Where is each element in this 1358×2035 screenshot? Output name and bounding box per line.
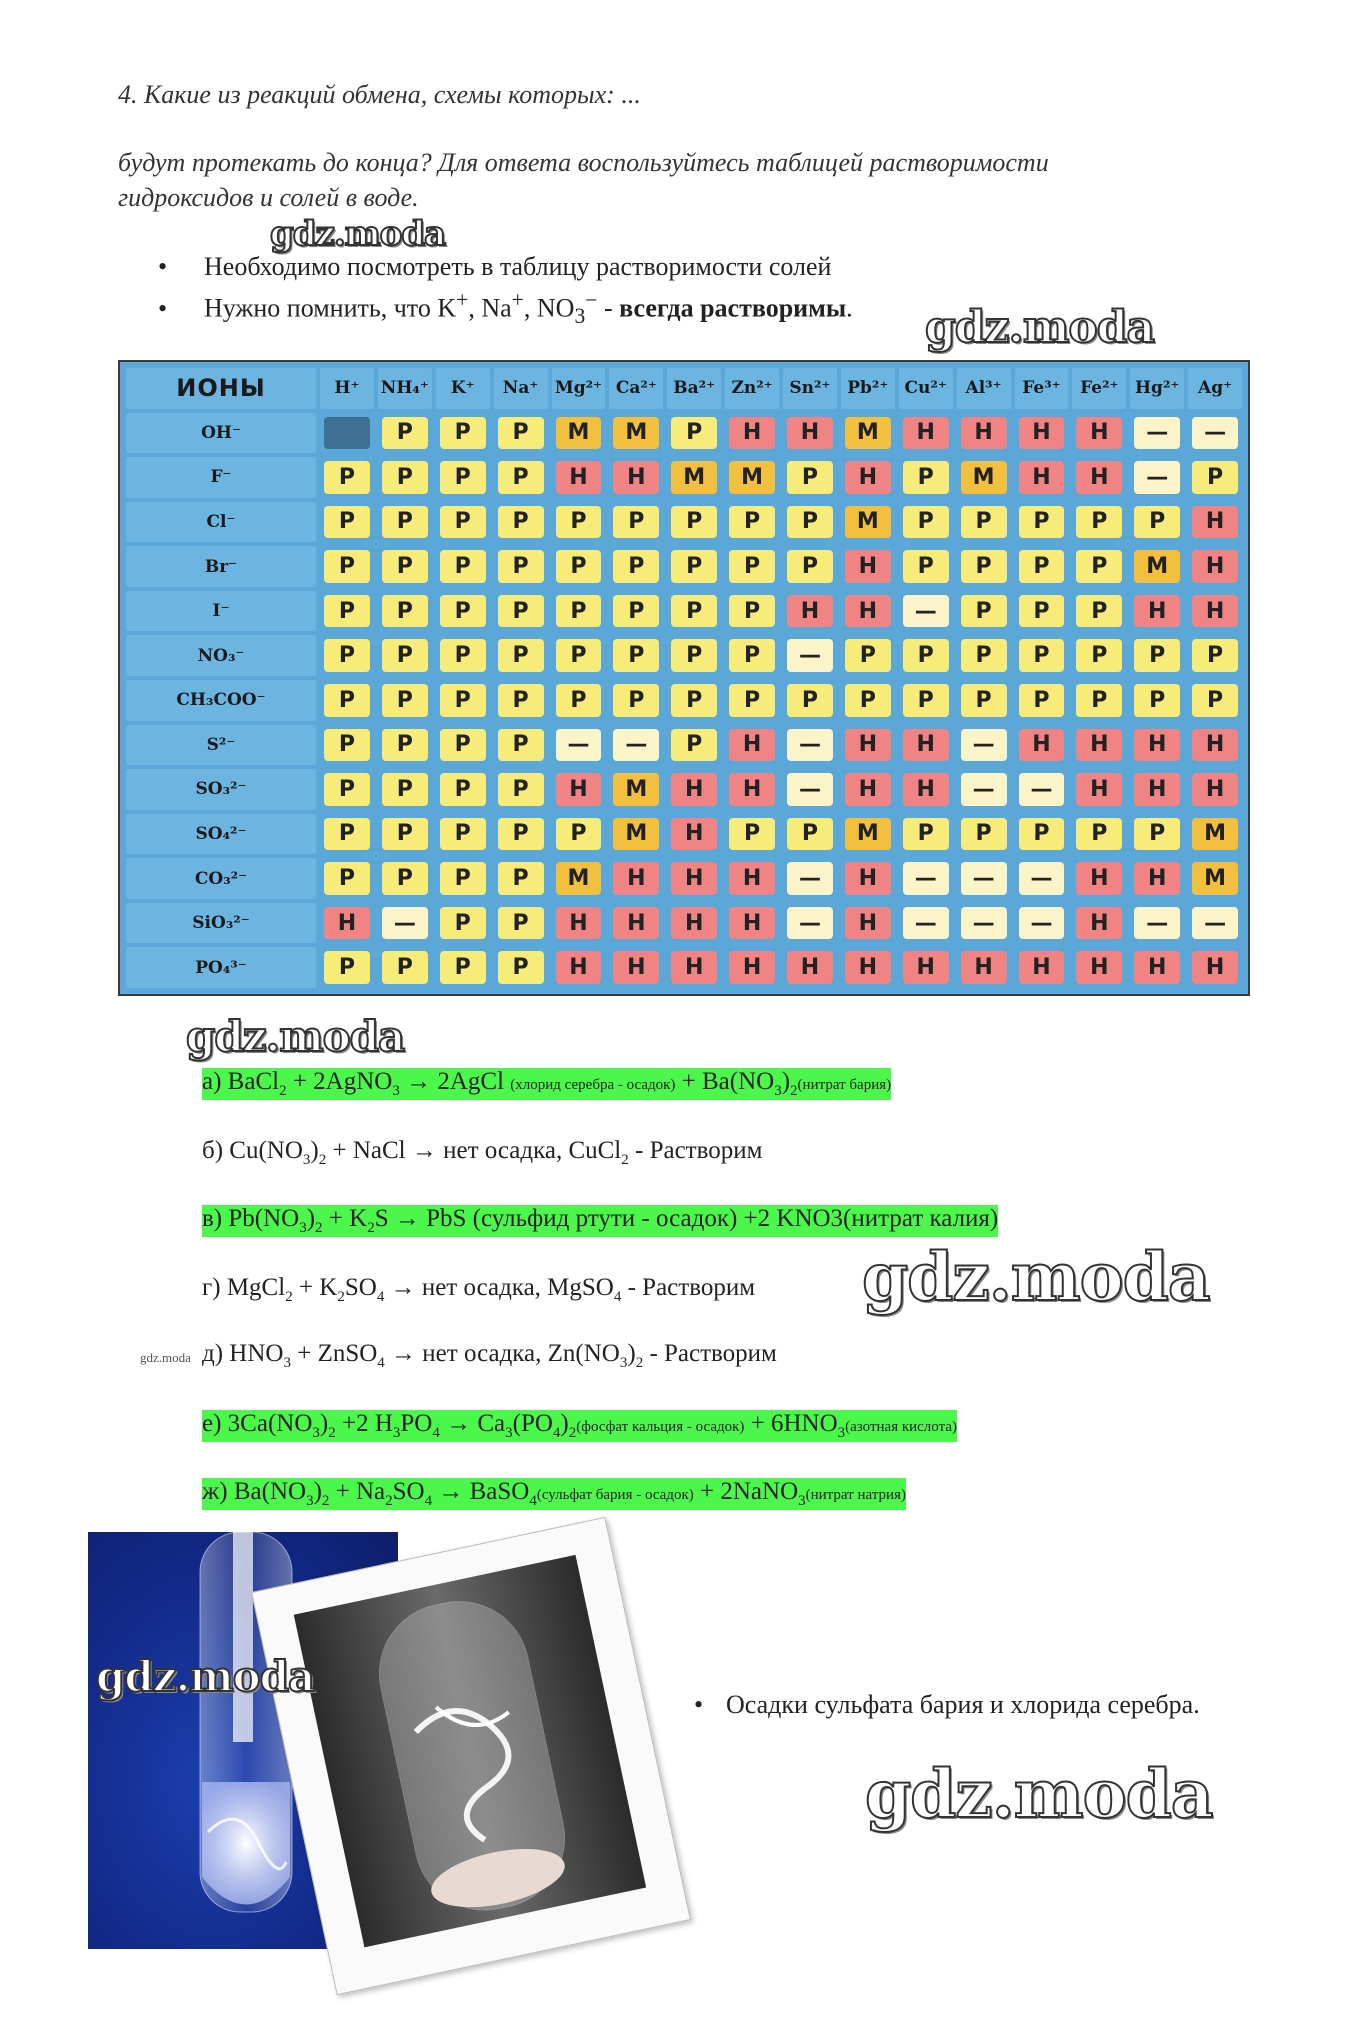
table-cell: Р — [961, 818, 1007, 851]
table-cell: Р — [671, 550, 717, 583]
table-cell: Р — [324, 595, 370, 628]
table-cell: Р — [1134, 506, 1180, 539]
table-cell: Р — [324, 639, 370, 672]
bullet-dot-icon: • — [158, 293, 168, 323]
table-cell: Н — [1076, 773, 1122, 806]
table-cell: Р — [1076, 684, 1122, 717]
table-cell: Р — [787, 818, 833, 851]
table-cell: Н — [729, 862, 775, 895]
table-cell: — — [961, 862, 1007, 895]
table-cell: Р — [556, 506, 602, 539]
table-cell: Р — [729, 818, 775, 851]
table-cell: Р — [556, 684, 602, 717]
table-cell: Р — [787, 684, 833, 717]
watermark: gdz.moda — [925, 302, 1155, 353]
table-cell: Р — [440, 818, 486, 851]
table-cell: Р — [671, 639, 717, 672]
table-cell: Р — [498, 729, 544, 762]
table-header-ions: ИОНЫ — [126, 368, 316, 409]
table-cell: М — [556, 417, 602, 450]
table-cell: Р — [498, 550, 544, 583]
table-cation-header: Fe³⁺ — [1015, 368, 1069, 409]
table-cell: Р — [845, 684, 891, 717]
table-cell: Н — [671, 818, 717, 851]
table-cell: Н — [787, 595, 833, 628]
table-cell: Р — [613, 684, 659, 717]
table-cell: Р — [671, 684, 717, 717]
table-cell: Р — [671, 506, 717, 539]
table-cell: Н — [556, 461, 602, 494]
table-cell: Р — [729, 639, 775, 672]
table-cell: Р — [845, 639, 891, 672]
table-cell: Р — [1192, 684, 1238, 717]
table-cell: — — [903, 595, 949, 628]
table-cell: Р — [440, 595, 486, 628]
table-cell: Н — [1076, 417, 1122, 450]
table-cell: Н — [671, 862, 717, 895]
table-cell: Р — [382, 684, 428, 717]
table-cell: Р — [961, 506, 1007, 539]
table-cell: Н — [556, 773, 602, 806]
table-cell: Н — [613, 907, 659, 940]
table-cell: Н — [961, 951, 1007, 984]
table-cell: Н — [729, 951, 775, 984]
table-cell: Н — [1134, 951, 1180, 984]
table-anion-header: S²⁻ — [126, 725, 316, 766]
conclusion-text: Осадки сульфата бария и хлорида серебра. — [726, 1690, 1200, 1719]
table-anion-header: NO₃⁻ — [126, 635, 316, 676]
table-cell: Н — [1076, 862, 1122, 895]
table-cell: — — [556, 729, 602, 762]
table-anion-header: PO₄³⁻ — [126, 947, 316, 988]
table-cell: Р — [498, 461, 544, 494]
table-cell: Н — [845, 862, 891, 895]
table-cell: Н — [1134, 729, 1180, 762]
table-cell: Р — [556, 595, 602, 628]
table-cell: Р — [1134, 639, 1180, 672]
table-cell: М — [845, 506, 891, 539]
table-cell: Р — [324, 729, 370, 762]
table-cation-header: NH₄⁺ — [378, 368, 432, 409]
table-cell: Р — [961, 595, 1007, 628]
table-cell: Н — [1192, 595, 1238, 628]
table-cell: Н — [903, 417, 949, 450]
table-cell: — — [787, 773, 833, 806]
test-tube-precipitate-illustration — [294, 1555, 646, 1947]
table-cell: Н — [845, 461, 891, 494]
table-cell: М — [613, 417, 659, 450]
table-cell: — — [961, 907, 1007, 940]
table-cell: Р — [382, 417, 428, 450]
table-cell: Р — [903, 550, 949, 583]
table-cell: Н — [787, 417, 833, 450]
conclusion-bullet — [694, 1690, 1200, 1720]
table-cell: Р — [787, 506, 833, 539]
table-cell: — — [961, 729, 1007, 762]
table-cell: Р — [671, 417, 717, 450]
table-cell: Н — [1019, 951, 1065, 984]
table-cell: Р — [556, 639, 602, 672]
table-cell: Н — [556, 951, 602, 984]
reaction-zh: ж) $Ba(NO_3)_2 + Na_2SO_4$ → BaSO$_4$(сульфат бария - осадок) + 2NaNO$_3$(нитрат натрия) — [202, 1478, 906, 1509]
table-cell: Р — [556, 818, 602, 851]
table-cell: Н — [1134, 862, 1180, 895]
table-cell: Р — [324, 818, 370, 851]
photo-image-area — [294, 1555, 646, 1947]
table-cell: Р — [382, 639, 428, 672]
table-cell: Р — [440, 951, 486, 984]
reaction-g: г) MgCl$_2$ + $K_2SO_4$ → нет осадка, MgSO$_4$ - Растворим — [202, 1274, 756, 1305]
table-cell: Р — [729, 506, 775, 539]
table-cell: Н — [845, 595, 891, 628]
table-cation-header: Ag⁺ — [1188, 368, 1242, 409]
table-cell: Н — [961, 417, 1007, 450]
table-anion-header: CH₃COO⁻ — [126, 680, 316, 721]
table-cation-header: Al³⁺ — [957, 368, 1011, 409]
table-cell: Р — [324, 684, 370, 717]
bullet-dot-icon: • — [158, 252, 168, 281]
table-cell: Н — [1192, 550, 1238, 583]
table-cation-header: Zn²⁺ — [725, 368, 779, 409]
table-cell: Р — [613, 506, 659, 539]
table-cell: Р — [498, 951, 544, 984]
table-cell: Н — [1192, 951, 1238, 984]
table-anion-header: F⁻ — [126, 457, 316, 498]
table-anion-header: Br⁻ — [126, 546, 316, 587]
table-cell: Н — [845, 773, 891, 806]
table-cell: Р — [613, 639, 659, 672]
table-cell: Р — [324, 550, 370, 583]
table-cell: — — [613, 729, 659, 762]
table-cell: Р — [787, 461, 833, 494]
table-cell: Р — [440, 862, 486, 895]
table-cell: Н — [1192, 506, 1238, 539]
table-cell: Р — [440, 550, 486, 583]
table-cell: Р — [903, 684, 949, 717]
table-cell: Н — [671, 951, 717, 984]
table-cation-header: Mg²⁺ — [552, 368, 606, 409]
table-cell: Н — [1076, 729, 1122, 762]
bullet-text: - — [597, 293, 620, 323]
table-cell: Н — [1134, 773, 1180, 806]
table-cell: — — [1134, 461, 1180, 494]
table-cell: — — [1019, 907, 1065, 940]
table-cell: Н — [1192, 773, 1238, 806]
table-cation-header: H⁺ — [320, 368, 374, 409]
bullet-text: Нужно помнить, что K — [204, 293, 457, 323]
table-cation-header: Ca²⁺ — [609, 368, 663, 409]
reaction-a: а) BaCl$_2$ + 2AgNO$_3$ → 2AgCl (хлорид серебра - осадок) + $Ba(NO_3)_2(нитрат$ бария) — [202, 1068, 892, 1099]
table-cell: Р — [961, 684, 1007, 717]
table-cell: Р — [324, 506, 370, 539]
table-cell: Р — [382, 951, 428, 984]
table-anion-header: CO₃²⁻ — [126, 858, 316, 899]
table-cell — [324, 417, 370, 450]
table-cell: Н — [1076, 461, 1122, 494]
reaction-e: е) $3Ca(NO_3)_2 +2$ $H_3PO_4$ → $Ca_3(PO_4)_2(фосфат$ кальция - осадок) + $6HNO_3(азотная$ кислота) — [202, 1410, 957, 1441]
table-cell: Р — [1076, 639, 1122, 672]
table-cell: Н — [787, 951, 833, 984]
table-cell: Н — [324, 907, 370, 940]
table-anion-header: Cl⁻ — [126, 502, 316, 543]
table-anion-header: SO₄²⁻ — [126, 814, 316, 855]
table-cell: Н — [556, 907, 602, 940]
question-title: 4. Какие из реакций обмена, схемы которых: ... — [118, 80, 641, 109]
table-cell: Р — [498, 595, 544, 628]
table-cell: Н — [729, 729, 775, 762]
table-cell: Р — [440, 417, 486, 450]
table-cell: Р — [903, 506, 949, 539]
table-cell: Р — [1019, 550, 1065, 583]
table-cell: Н — [671, 907, 717, 940]
table-cell: Р — [498, 907, 544, 940]
table-cell: Р — [729, 595, 775, 628]
table-cell: Н — [1019, 461, 1065, 494]
watermark: gdz.moda — [865, 1755, 1213, 1833]
table-cell: Н — [903, 773, 949, 806]
table-cell: — — [1134, 907, 1180, 940]
table-cell: Н — [729, 907, 775, 940]
table-cell: Н — [903, 951, 949, 984]
table-cell: М — [729, 461, 775, 494]
table-cell: Р — [440, 684, 486, 717]
bullet-text: , NO — [523, 293, 575, 323]
table-cell: Р — [440, 461, 486, 494]
table-cell: Р — [440, 639, 486, 672]
table-cell: М — [845, 818, 891, 851]
bullet-item-1 — [158, 252, 831, 282]
table-cell: — — [1019, 773, 1065, 806]
table-cell: Р — [1076, 595, 1122, 628]
table-cell: Р — [440, 907, 486, 940]
bullet-item-2 — [158, 288, 853, 329]
table-cell: Р — [382, 729, 428, 762]
table-cell: Н — [1134, 595, 1180, 628]
reaction-d: д) $HNO_3$ + ZnSO$_4$ → нет осадка, $Zn(NO_3)_2$ - Растворим — [202, 1340, 777, 1371]
table-cell: Р — [729, 684, 775, 717]
table-cell: — — [1192, 417, 1238, 450]
question-line-2: будут протекать до конца? Для ответа воспользуйтесь таблицей растворимости — [118, 148, 1049, 177]
table-cell: М — [1192, 862, 1238, 895]
bullet-text: , Na — [468, 293, 512, 323]
table-cell: Р — [324, 773, 370, 806]
superscript: − — [585, 288, 598, 312]
table-cell: Н — [845, 550, 891, 583]
table-cell: Н — [729, 773, 775, 806]
table-cell: — — [961, 773, 1007, 806]
bullet-bold-text: всегда растворимы — [619, 293, 847, 323]
table-cell: Р — [440, 773, 486, 806]
table-cell: Р — [1019, 818, 1065, 851]
table-cell: Р — [498, 506, 544, 539]
table-anion-header: I⁻ — [126, 591, 316, 632]
table-anion-header: OH⁻ — [126, 413, 316, 454]
watermark-small: gdz.moda — [140, 1350, 191, 1365]
table-cell: Р — [903, 818, 949, 851]
question-line-3: гидроксидов и солей в воде. — [118, 183, 419, 212]
table-cell: М — [1134, 550, 1180, 583]
table-cell: Р — [556, 550, 602, 583]
table-cell: Р — [324, 951, 370, 984]
table-cell: Р — [382, 773, 428, 806]
table-cation-header: Pb²⁺ — [841, 368, 895, 409]
table-cell: М — [961, 461, 1007, 494]
table-cell: — — [1019, 862, 1065, 895]
table-cell: М — [1192, 818, 1238, 851]
table-cell: Р — [1019, 639, 1065, 672]
table-cell: — — [787, 862, 833, 895]
table-cell: Р — [440, 506, 486, 539]
table-cell: Н — [845, 951, 891, 984]
table-cell: Р — [498, 639, 544, 672]
table-anion-header: SiO₃²⁻ — [126, 903, 316, 944]
table-cell: Н — [1019, 729, 1065, 762]
table-cell: Р — [1019, 506, 1065, 539]
table-cell: Р — [613, 595, 659, 628]
superscript: + — [456, 288, 469, 312]
table-cell: Р — [382, 595, 428, 628]
table-cell: Н — [729, 417, 775, 450]
table-cell: — — [903, 907, 949, 940]
table-cation-header: Sn²⁺ — [783, 368, 837, 409]
table-cell: Р — [382, 862, 428, 895]
table-cell: Р — [1192, 461, 1238, 494]
table-cell: — — [382, 907, 428, 940]
table-cell: Н — [1019, 417, 1065, 450]
table-cell: Р — [1019, 595, 1065, 628]
table-cell: — — [787, 639, 833, 672]
table-cell: М — [845, 417, 891, 450]
table-cell: Н — [1076, 907, 1122, 940]
table-cell: Н — [845, 729, 891, 762]
table-cell: Р — [498, 773, 544, 806]
table-cation-header: K⁺ — [436, 368, 490, 409]
table-cell: Н — [845, 907, 891, 940]
bullet-text: Необходимо посмотреть в таблицу растворимости солей — [204, 252, 832, 281]
reaction-v: в) $Pb(NO_3)_2 + K_2S$ → PbS (сульфид ртути - осадок) +2 KNO3(нитрат калия) — [202, 1205, 999, 1236]
table-cell: — — [787, 729, 833, 762]
table-cell: Р — [1134, 684, 1180, 717]
table-cell: — — [903, 862, 949, 895]
table-cell: Р — [1192, 639, 1238, 672]
table-cell: Р — [382, 461, 428, 494]
table-cell: Р — [961, 639, 1007, 672]
watermark: gdz.moda — [96, 1652, 315, 1701]
reaction-b: б) $Cu(NO_3)_2$ + NaCl → нет осадка, CuCl$_2$ - Растворим — [202, 1137, 763, 1168]
table-cell: Р — [382, 550, 428, 583]
table-cell: Р — [729, 550, 775, 583]
table-cell: Р — [1076, 818, 1122, 851]
table-cell: Н — [613, 862, 659, 895]
table-cell: Р — [382, 506, 428, 539]
table-cation-header: Fe²⁺ — [1072, 368, 1126, 409]
superscript: + — [511, 288, 524, 312]
table-cell: Р — [671, 595, 717, 628]
table-cell: — — [787, 907, 833, 940]
table-cell: Н — [1192, 729, 1238, 762]
table-cell: Р — [671, 729, 717, 762]
watermark: gdz.moda — [186, 1012, 405, 1061]
table-cell: Р — [498, 417, 544, 450]
table-cell: Р — [903, 461, 949, 494]
table-cell: Р — [1019, 684, 1065, 717]
table-cell: Р — [440, 729, 486, 762]
subscript: 3 — [574, 303, 586, 328]
table-cell: М — [671, 461, 717, 494]
table-cell: Р — [1076, 506, 1122, 539]
table-cell: Р — [787, 550, 833, 583]
table-cell: Р — [498, 818, 544, 851]
table-cell: — — [1192, 907, 1238, 940]
table-cell: Р — [1076, 550, 1122, 583]
watermark: gdz.moda — [270, 214, 446, 254]
table-cell: Н — [1076, 951, 1122, 984]
table-cation-header: Hg²⁺ — [1130, 368, 1184, 409]
bullet-text: . — [846, 293, 853, 323]
table-cell: М — [613, 773, 659, 806]
table-cell: М — [613, 818, 659, 851]
table-cation-header: Cu²⁺ — [899, 368, 953, 409]
table-cell: Р — [613, 550, 659, 583]
table-cell: Н — [613, 951, 659, 984]
table-cell: Р — [498, 684, 544, 717]
bullet-dot-icon: • — [694, 1690, 704, 1719]
table-cell: Н — [613, 461, 659, 494]
table-cell: Р — [498, 862, 544, 895]
table-cell: Н — [903, 729, 949, 762]
table-cell: Р — [1134, 818, 1180, 851]
table-cell: Р — [961, 550, 1007, 583]
table-anion-header: SO₃²⁻ — [126, 769, 316, 810]
table-cell: Р — [903, 639, 949, 672]
table-cell: Р — [382, 818, 428, 851]
table-cell: — — [1134, 417, 1180, 450]
watermark: gdz.moda — [862, 1238, 1210, 1316]
table-cell: Р — [324, 461, 370, 494]
table-cell: Н — [671, 773, 717, 806]
table-cell: М — [556, 862, 602, 895]
table-cation-header: Na⁺ — [494, 368, 548, 409]
solubility-table — [118, 360, 1250, 996]
table-cation-header: Ba²⁺ — [667, 368, 721, 409]
table-cell: Р — [324, 862, 370, 895]
